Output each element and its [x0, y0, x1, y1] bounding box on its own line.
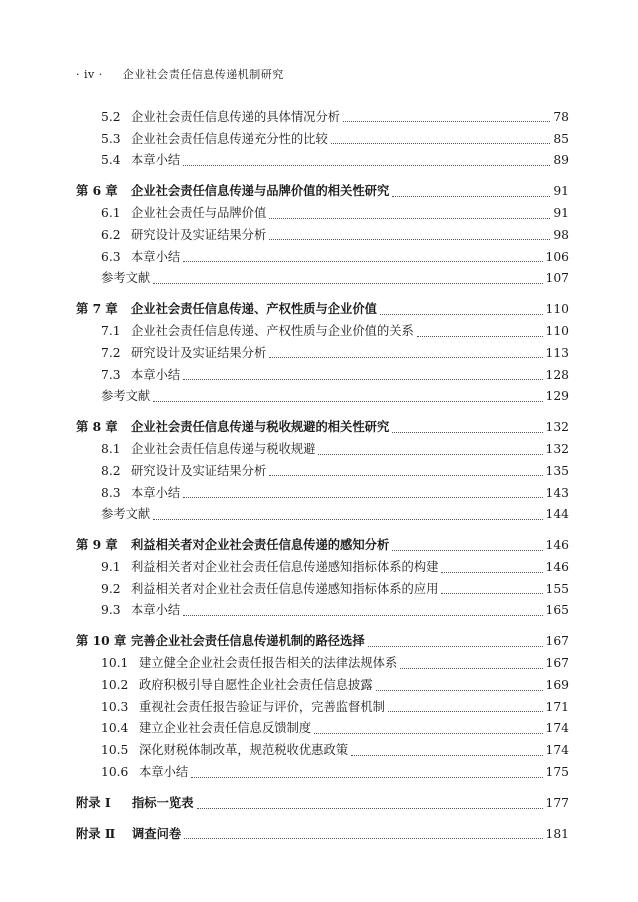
dot-leader [183, 157, 550, 166]
dot-leader [153, 393, 542, 402]
toc-entry-appendix[interactable] [0, 823, 638, 845]
page-number: · iv · [76, 68, 103, 81]
toc-entry-number: 7.1 [101, 323, 121, 338]
toc-entry-number: 10.3 [101, 699, 129, 714]
toc-entry-page: 135 [545, 463, 569, 478]
toc-entry-page: 85 [553, 131, 569, 146]
toc-entry-page: 129 [545, 389, 569, 404]
dot-leader [417, 328, 543, 337]
toc-entry-title: 企业社会责任信息传递、产权性质与企业价值的关系 [131, 323, 414, 338]
toc-entry-number: 第 10 章 [76, 633, 127, 649]
toc-entry-number: 10.6 [101, 765, 129, 780]
toc-entry-page: 143 [545, 485, 569, 500]
toc-entry-page: 89 [553, 153, 569, 168]
toc-entry-chapter[interactable] [0, 416, 638, 438]
toc-entry-number: 9.1 [101, 559, 121, 574]
toc-entry-section[interactable] [0, 150, 638, 172]
toc-entry-section[interactable] [0, 438, 638, 460]
toc-entry-chapter[interactable] [0, 298, 638, 320]
toc-entry-title: 企业社会责任与品牌价值 [131, 205, 267, 220]
toc-entry-page: 177 [545, 795, 569, 810]
toc-entry-page: 78 [553, 109, 569, 124]
toc-entry-number: 6.1 [101, 205, 121, 220]
toc-entry-section[interactable] [0, 342, 638, 364]
toc-entry-title: 企业社会责任信息传递充分性的比较 [131, 131, 328, 146]
toc-entry-page: 155 [545, 581, 569, 596]
toc-entry-page: 132 [545, 420, 569, 435]
toc-entry-page: 132 [545, 441, 569, 456]
toc-entry-number: 10.5 [101, 743, 129, 758]
dot-leader [392, 542, 542, 551]
dot-leader [269, 210, 550, 219]
toc-entry-title: 研究设计及实证结果分析 [131, 345, 267, 360]
toc-entry-page: 106 [545, 249, 569, 264]
toc-entry-section[interactable] [0, 246, 638, 268]
toc-entry-section[interactable] [0, 652, 638, 674]
dot-leader [400, 660, 542, 669]
dot-leader [197, 800, 543, 809]
toc-entry-number: 8.3 [101, 485, 121, 500]
dot-leader [269, 231, 550, 240]
dot-leader [269, 349, 542, 358]
toc-entry-ref[interactable] [0, 268, 638, 290]
dot-leader [351, 747, 542, 756]
running-header [76, 66, 284, 82]
toc-entry-number: 10.4 [101, 721, 129, 736]
toc-entry-number: 8.1 [101, 441, 121, 456]
toc-entry-number: 第 6 章 [76, 183, 118, 199]
toc-entry-number: 6.2 [101, 227, 121, 242]
dot-leader [183, 253, 542, 262]
toc-entry-section[interactable] [0, 224, 638, 246]
toc-entry-title: 利益相关者对企业社会责任信息传递感知指标体系的应用 [131, 581, 439, 596]
toc-entry-section[interactable] [0, 556, 638, 578]
toc-entry-number: 10.2 [101, 677, 129, 692]
toc-entry-page: 175 [545, 765, 569, 780]
toc-entry-page: 174 [545, 721, 569, 736]
toc-entry-number: 7.3 [101, 367, 121, 382]
toc-entry-page: 146 [545, 559, 569, 574]
table-of-contents [0, 106, 638, 845]
toc-entry-page: 169 [545, 677, 569, 692]
toc-entry-title: 企业社会责任信息传递与税收规避 [131, 441, 316, 456]
toc-entry-number: 9.3 [101, 603, 121, 618]
dot-leader [183, 489, 542, 498]
dot-leader [392, 188, 550, 197]
toc-entry-title: 本章小结 [131, 367, 181, 382]
toc-entry-title: 研究设计及实证结果分析 [131, 227, 267, 242]
toc-entry-page: 146 [545, 538, 569, 553]
toc-entry-title: 调查问卷 [132, 825, 182, 841]
dot-leader [380, 306, 543, 315]
toc-entry-page: 144 [545, 507, 569, 522]
toc-entry-title: 本章小结 [131, 603, 181, 618]
dot-leader [388, 703, 543, 712]
toc-entry-title: 研究设计及实证结果分析 [131, 463, 267, 478]
toc-entry-page: 128 [545, 367, 569, 382]
dot-leader [314, 725, 542, 734]
toc-entry-section[interactable] [0, 460, 638, 482]
dot-leader [183, 371, 542, 380]
toc-entry-title: 企业社会责任信息传递与品牌价值的相关性研究 [131, 183, 390, 199]
toc-entry-page: 110 [545, 302, 569, 317]
toc-entry-section[interactable] [0, 202, 638, 224]
toc-entry-title: 完善企业社会责任信息传递机制的路径选择 [131, 633, 365, 649]
toc-entry-title: 重视社会责任报告验证与评价，完善监督机制 [139, 699, 385, 714]
toc-entry-section[interactable] [0, 364, 638, 386]
dot-leader [184, 830, 542, 839]
toc-entry-title: 企业社会责任信息传递、产权性质与企业价值 [131, 301, 377, 317]
toc-entry-page: 91 [553, 205, 569, 220]
toc-entry-number: 附录 Ⅱ [76, 825, 116, 841]
dot-leader [269, 467, 542, 476]
toc-entry-title: 指标一览表 [132, 794, 194, 810]
toc-entry-section[interactable] [0, 718, 638, 740]
dot-leader [392, 424, 542, 433]
book-title: 企业社会责任信息传递机制研究 [122, 68, 284, 81]
toc-entry-page: 165 [545, 603, 569, 618]
toc-entry-page: 167 [545, 656, 569, 671]
toc-entry-number: 8.2 [101, 463, 121, 478]
toc-entry-number: 附录 Ⅰ [76, 794, 111, 810]
toc-entry-number: 6.3 [101, 249, 121, 264]
toc-entry-title: 企业社会责任信息传递的具体情况分析 [131, 109, 341, 124]
toc-entry-section[interactable] [0, 761, 638, 783]
dot-leader [331, 135, 551, 144]
dot-leader [343, 113, 550, 122]
dot-leader [153, 275, 542, 284]
toc-entry-number: 第 8 章 [76, 419, 118, 435]
toc-entry-section[interactable] [0, 578, 638, 600]
toc-entry-title: 利益相关者对企业社会责任信息传递感知指标体系的构建 [131, 559, 439, 574]
toc-entry-title: 参考文献 [101, 507, 151, 522]
toc-entry-title: 本章小结 [131, 249, 181, 264]
toc-entry-section[interactable] [0, 600, 638, 622]
dot-leader [368, 638, 543, 647]
toc-entry-section[interactable] [0, 482, 638, 504]
toc-entry-title: 建立企业社会责任信息反馈制度 [139, 721, 312, 736]
toc-entry-section[interactable] [0, 128, 638, 150]
toc-entry-page: 113 [545, 345, 569, 360]
toc-entry-page: 174 [545, 743, 569, 758]
toc-entry-title: 本章小结 [139, 765, 189, 780]
dot-leader [441, 585, 542, 594]
toc-entry-chapter[interactable] [0, 534, 638, 556]
dot-leader [183, 607, 542, 616]
toc-entry-page: 181 [545, 826, 569, 841]
dot-leader [153, 511, 542, 520]
toc-entry-title: 本章小结 [131, 153, 181, 168]
toc-entry-page: 98 [553, 227, 569, 242]
toc-entry-number: 10.1 [101, 656, 129, 671]
toc-entry-section[interactable] [0, 696, 638, 718]
toc-entry-ref[interactable] [0, 386, 638, 408]
toc-entry-section[interactable] [0, 740, 638, 762]
toc-entry-title: 建立健全企业社会责任报告相关的法律法规体系 [139, 656, 398, 671]
toc-entry-title: 参考文献 [101, 271, 151, 286]
toc-entry-number: 9.2 [101, 581, 121, 596]
toc-entry-title: 本章小结 [131, 485, 181, 500]
toc-entry-number: 7.2 [101, 345, 121, 360]
toc-entry-page: 107 [545, 271, 569, 286]
dot-leader [376, 682, 543, 691]
dot-leader [441, 564, 542, 573]
toc-entry-title: 政府积极引导自愿性企业社会责任信息披露 [139, 677, 373, 692]
toc-entry-number: 第 9 章 [76, 537, 118, 553]
toc-entry-ref[interactable] [0, 504, 638, 526]
toc-entry-title: 利益相关者对企业社会责任信息传递的感知分析 [131, 537, 390, 553]
toc-entry-section[interactable] [0, 106, 638, 128]
toc-entry-number: 5.2 [101, 109, 121, 124]
toc-entry-page: 167 [545, 634, 569, 649]
toc-entry-page: 91 [553, 184, 569, 199]
toc-entry-section[interactable] [0, 320, 638, 342]
toc-entry-section[interactable] [0, 674, 638, 696]
toc-entry-number: 5.3 [101, 131, 121, 146]
dot-leader [191, 769, 542, 778]
toc-entry-chapter[interactable] [0, 180, 638, 202]
toc-entry-page: 171 [545, 699, 569, 714]
toc-entry-number: 5.4 [101, 153, 121, 168]
toc-entry-title: 企业社会责任信息传递与税收规避的相关性研究 [131, 419, 390, 435]
toc-entry-number: 第 7 章 [76, 301, 118, 317]
toc-entry-page: 110 [545, 323, 569, 338]
toc-entry-title: 深化财税体制改革，规范税收优惠政策 [139, 743, 349, 758]
toc-entry-chapter[interactable] [0, 631, 638, 653]
toc-entry-title: 参考文献 [101, 389, 151, 404]
dot-leader [318, 446, 542, 455]
toc-entry-appendix[interactable] [0, 792, 638, 814]
